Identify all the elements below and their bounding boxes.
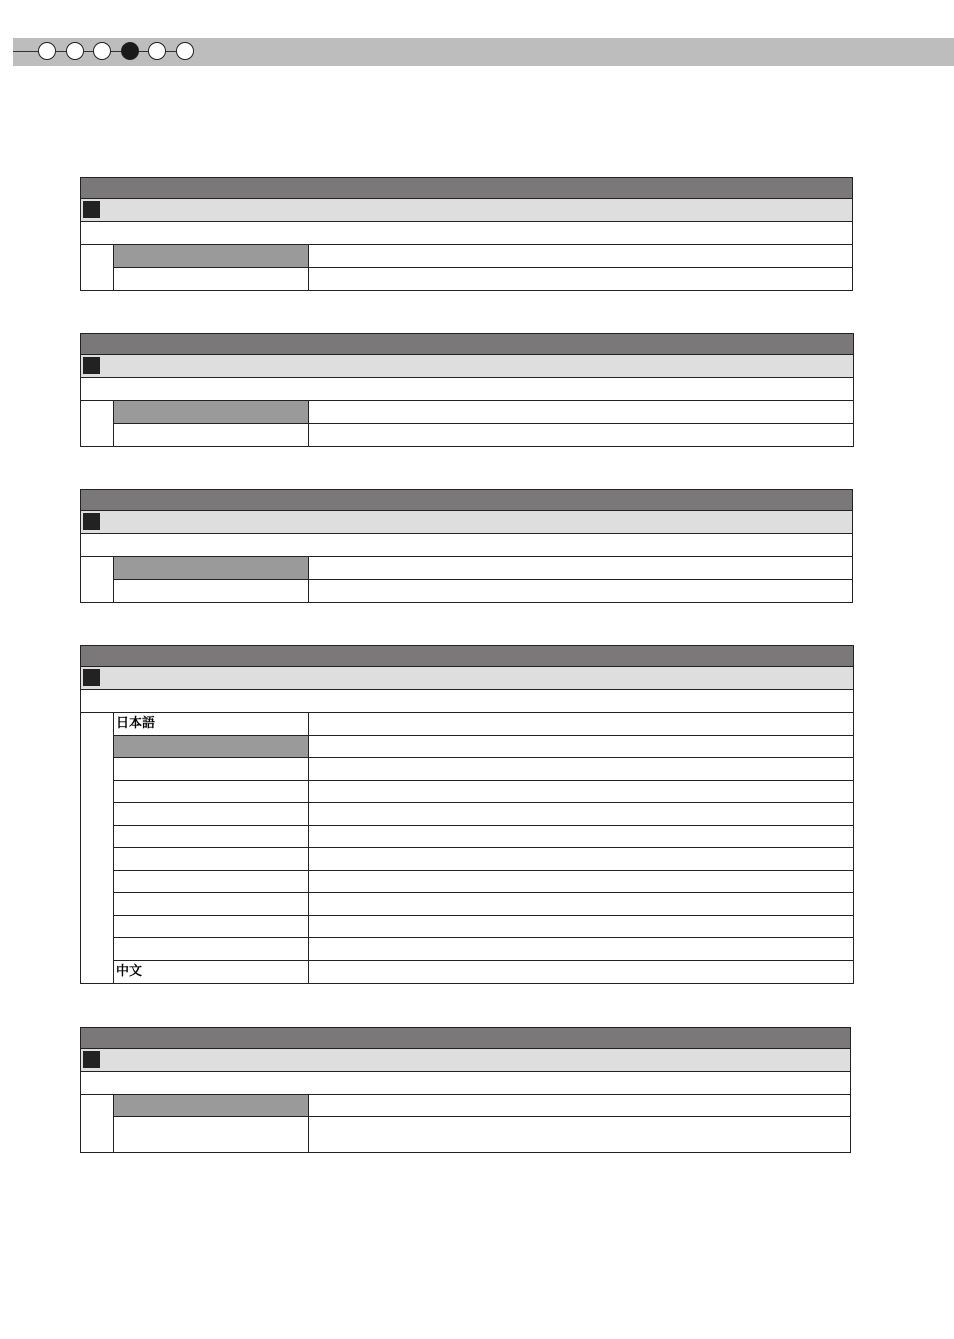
option-label <box>113 893 309 915</box>
step-indicator-2 <box>66 42 84 60</box>
option-row[interactable] <box>113 424 853 446</box>
option-label <box>113 1117 309 1152</box>
option-row[interactable] <box>113 1117 850 1152</box>
step-indicator-5 <box>148 42 166 60</box>
section-item-bar <box>80 199 853 222</box>
item-marker-icon <box>83 513 100 530</box>
item-marker-icon <box>83 669 100 686</box>
section-item-bar <box>80 1049 851 1072</box>
section-title-bar <box>80 1027 851 1049</box>
option-row-chinese[interactable] <box>113 961 853 983</box>
option-row[interactable] <box>113 938 853 961</box>
section-item-bar <box>80 511 853 534</box>
step-indicator-4 <box>121 42 139 60</box>
option-row[interactable] <box>113 826 853 848</box>
option-row[interactable] <box>113 848 853 871</box>
option-table <box>80 556 853 603</box>
option-row[interactable] <box>113 580 852 602</box>
option-table <box>80 712 854 984</box>
section-item-bar <box>80 667 854 690</box>
option-label <box>113 580 309 602</box>
option-row[interactable] <box>113 401 853 424</box>
option-label <box>113 781 309 802</box>
step-indicator-6 <box>176 42 194 60</box>
option-label <box>113 758 309 780</box>
option-label <box>113 268 309 290</box>
option-table <box>80 1094 851 1153</box>
option-row[interactable] <box>113 245 852 268</box>
option-row[interactable] <box>113 871 853 893</box>
option-table <box>80 400 854 447</box>
section-description <box>80 222 853 244</box>
option-label: 中文 <box>113 961 309 983</box>
section-description <box>80 690 854 712</box>
section-title-bar <box>80 177 853 199</box>
option-label: 日本語 <box>113 713 309 735</box>
option-row[interactable] <box>113 736 853 758</box>
option-label <box>113 245 309 267</box>
step-indicator-1 <box>38 42 56 60</box>
item-marker-icon <box>83 1051 100 1068</box>
option-row[interactable] <box>113 781 853 803</box>
option-row[interactable] <box>113 557 852 580</box>
section-title-bar <box>80 645 854 667</box>
item-marker-icon <box>83 201 100 218</box>
option-row[interactable] <box>113 916 853 938</box>
option-row[interactable] <box>113 1095 850 1117</box>
option-label <box>113 424 309 446</box>
option-label <box>113 938 309 960</box>
option-label <box>113 557 309 579</box>
step-indicator-3 <box>93 42 111 60</box>
section-title-bar <box>80 489 853 511</box>
section-item-bar <box>80 355 854 378</box>
option-label <box>113 848 309 870</box>
section-title-bar <box>80 333 854 355</box>
option-label <box>113 736 309 757</box>
section-description <box>80 1072 851 1094</box>
option-label <box>113 826 309 847</box>
option-label <box>113 803 309 825</box>
option-row[interactable] <box>113 893 853 916</box>
option-row[interactable] <box>113 268 852 290</box>
option-row[interactable] <box>113 758 853 781</box>
option-label <box>113 916 309 937</box>
item-marker-icon <box>83 357 100 374</box>
option-label <box>113 871 309 892</box>
section-description <box>80 378 854 400</box>
option-label <box>113 401 309 423</box>
option-row[interactable] <box>113 803 853 826</box>
option-table <box>80 244 853 291</box>
option-row-japanese[interactable] <box>113 713 853 736</box>
section-description <box>80 534 853 556</box>
option-label <box>113 1095 309 1116</box>
